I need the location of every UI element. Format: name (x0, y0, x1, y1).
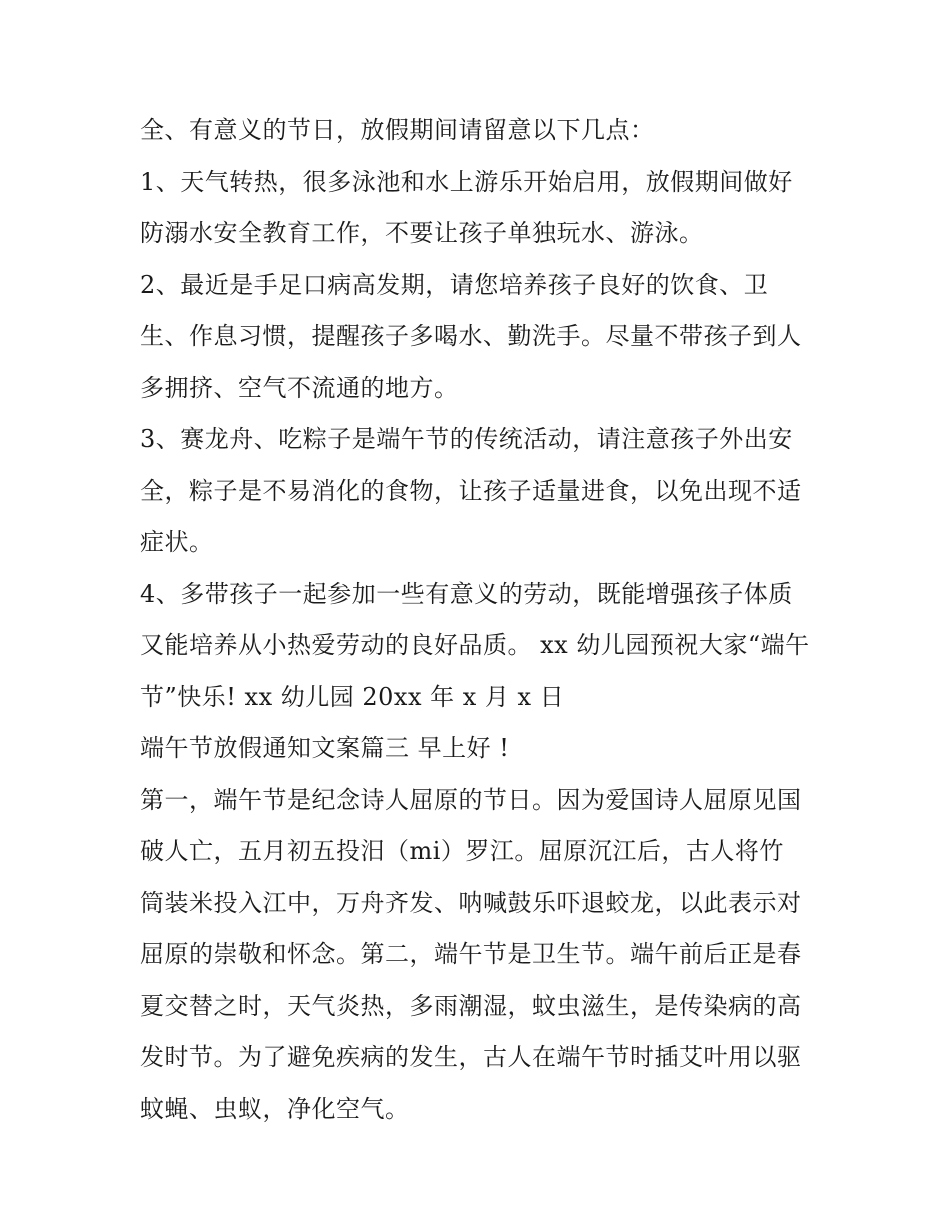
text-line: 筒装米投入江中，万舟齐发、呐喊鼓乐吓退蛟龙，以此表示对 (140, 888, 802, 917)
text-line: 症状。 (140, 528, 214, 556)
text-line: 夏交替之时，天气炎热，多雨潮湿，蚊虫滋生，是传染病的高 (140, 991, 802, 1020)
text-line: 又能培养从小热爱劳动的良好品质。 xx 幼儿园预祝大家“端午 (140, 631, 810, 659)
text-line: 蚊蝇、虫蚁，净化空气。 (140, 1094, 410, 1123)
text-line: 生、作息习惯，提醒孩子多喝水、勤洗手。尽量不带孩子到人 (140, 322, 802, 350)
text-line: 防溺水安全教育工作，不要让孩子单独玩水、游泳。 (140, 219, 704, 247)
text-line: 1、天气转热，很多泳池和水上游乐开始启用，放假期间做好 (140, 167, 793, 196)
text-line: 发时节。为了避免疾病的发生，古人在端午节时插艾叶用以驱 (140, 1043, 802, 1071)
text-line: 多拥挤、空气不流通的地方。 (140, 373, 459, 402)
text-line: 节”快乐! xx 幼儿园 20xx 年 x 月 x 日 (140, 682, 565, 711)
text-line: 4、多带孩子一起参加一些有意义的劳动，既能增强孩子体质 (140, 579, 793, 608)
text-line: 3、赛龙舟、吃粽子是端午节的传统活动，请注意孩子外出安 (140, 425, 793, 453)
text-line: 屈原的崇敬和怀念。第二，端午节是卫生节。端午前后正是春 (140, 940, 802, 968)
text-line: 2、最近是手足口病高发期，请您培养孩子良好的饮食、卫 (140, 270, 769, 299)
text-line: 全，粽子是不易消化的食物，让孩子适量进食，以免出现不适 (140, 476, 802, 505)
section-heading: 端午节放假通知文案篇三 早上好 ! (140, 734, 510, 762)
text-line: 破人亡，五月初五投汨（mi）罗江。屈原沉江后，古人将竹 (140, 837, 784, 865)
text-line: 全、有意义的节日，放假期间请留意以下几点： (140, 116, 655, 144)
document-body (140, 105, 820, 1135)
text-line: 第一，端午节是纪念诗人屈原的节日。因为爱国诗人屈原见国 (140, 785, 802, 814)
